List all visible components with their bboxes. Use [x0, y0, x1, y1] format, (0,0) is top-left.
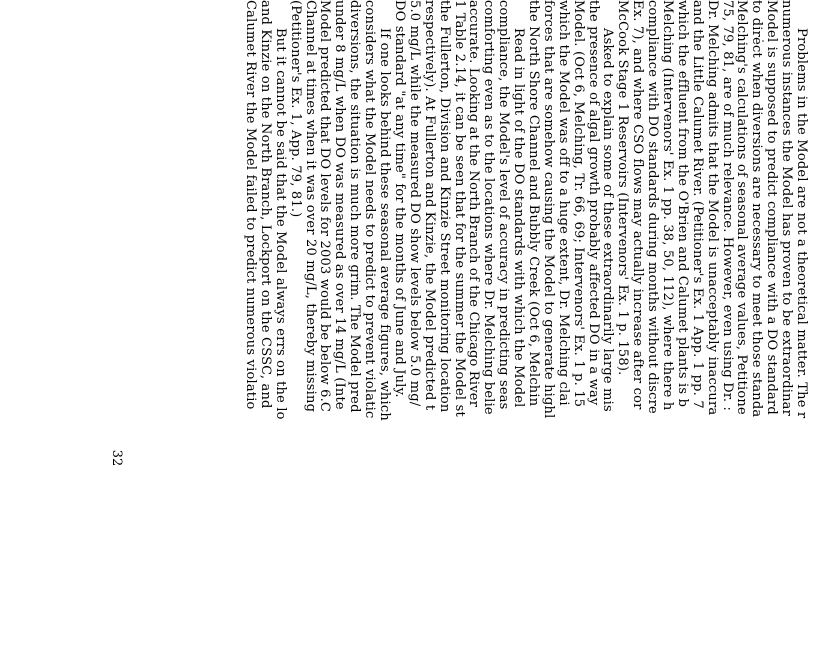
- text-line: Model is supposed to predict compliance with a DO standard: [764, 0, 780, 415]
- text-line: Asked to explain some of these extraordinarily large mis: [600, 28, 616, 412]
- text-line: Model. (Oct 6, Melching, Tr. 66, 69; Intervenors' Ex. 1 p. 15: [570, 0, 586, 408]
- text-line: numerous instances the Model has proven to be extraordinar: [779, 0, 795, 417]
- text-line: DO standard "at any time" for the months of June and July.: [391, 0, 407, 398]
- text-line: the North Shore Channel and Bubbly Creek (Oct 6, Melchin: [525, 0, 541, 407]
- text-line: 1 Table 2.14, it can be seen that for the summer the Model st: [451, 0, 467, 417]
- text-line: compliance with DO standards during months without discre: [645, 0, 661, 414]
- text-line: and the Little Calumet River. (Petitioner's Ex. 1 App. 1 pp. 7: [689, 0, 705, 409]
- text-line: which the effluent from the O'Brien and Calumet plants is b: [674, 0, 690, 408]
- text-line: considers what the Model needs to predict to prevent violatic: [362, 0, 378, 419]
- text-line: Model predicted that DO levels for 2003 would be below 6.C: [317, 0, 333, 413]
- text-line: But it cannot be said that the Model always errs on the lo: [272, 28, 288, 420]
- text-line: Melching's calculations of seasonal average values, Petitione: [734, 0, 750, 415]
- text-line: Read in light of the DO standards with which the Model: [511, 28, 527, 408]
- text-line: comforting even as to the locations where Dr. Melching belie: [481, 0, 497, 415]
- text-line: the Fullerton, Division and Kinzie Street monitoring location: [436, 0, 452, 413]
- text-line: which the Model was off to a huge extent, Dr. Melching clai: [555, 0, 571, 406]
- text-line: Dr. Melching admits that the Model is unacceptably inaccura: [704, 0, 720, 416]
- rotated-text-block: [128, 0, 818, 618]
- text-line: If one looks behind these seasonal average figures, which: [377, 28, 393, 421]
- text-line: Ex. 7), and where CSO flows may actually increase after cor: [630, 0, 646, 410]
- text-line: Melching (Intervenors' Ex. 1 pp. 38, 50, 112), where there h: [659, 0, 675, 411]
- text-line: Problems in the Model are not a theoretical matter. The r: [794, 28, 809, 419]
- text-line: diversions, the situation is much more grim. The Model pred: [347, 0, 363, 413]
- text-line: Channel at times when it was over 20 mg/L, thereby missing: [302, 0, 318, 413]
- text-line: 5.0 mg/L while the measured DO show levels below 5.0 mg/: [406, 0, 422, 407]
- text-line: respectively). At Fullerton and Kinzie, the Model predicted t: [421, 0, 437, 411]
- text-line: 75, 79, 81, are of much relevance. However, even using Dr. :: [719, 0, 735, 412]
- text-line: forces that are somehow causing the Model to generate highl: [540, 0, 556, 419]
- text-line: Calumet River the Model failed to predict numerous violatio: [243, 0, 259, 410]
- text-line: (Petitioner's Ex. 1, App. 79, 81.): [287, 0, 303, 218]
- page-number: 32: [109, 449, 124, 467]
- text-line: compliance, the Model's level of accuracy in predicting seas: [496, 0, 512, 410]
- text-line: to direct when diversions are necessary to meet those standa: [749, 0, 765, 418]
- text-line: under 8 mg/L when DO was measured as over 14 mg/L (Inte: [332, 0, 348, 410]
- text-line: accurate. Looking at the North Branch of the Chicago River: [466, 0, 482, 408]
- text-line: the presence of algal growth probably affected DO in a way: [585, 0, 601, 406]
- text-line: McCook Stage 1 Reservoirs (Intervenors' Ex. 1 p. 158).: [615, 0, 631, 376]
- text-line: and Kinzie on the North Branch, Lockport on the CSSC, and: [257, 0, 273, 409]
